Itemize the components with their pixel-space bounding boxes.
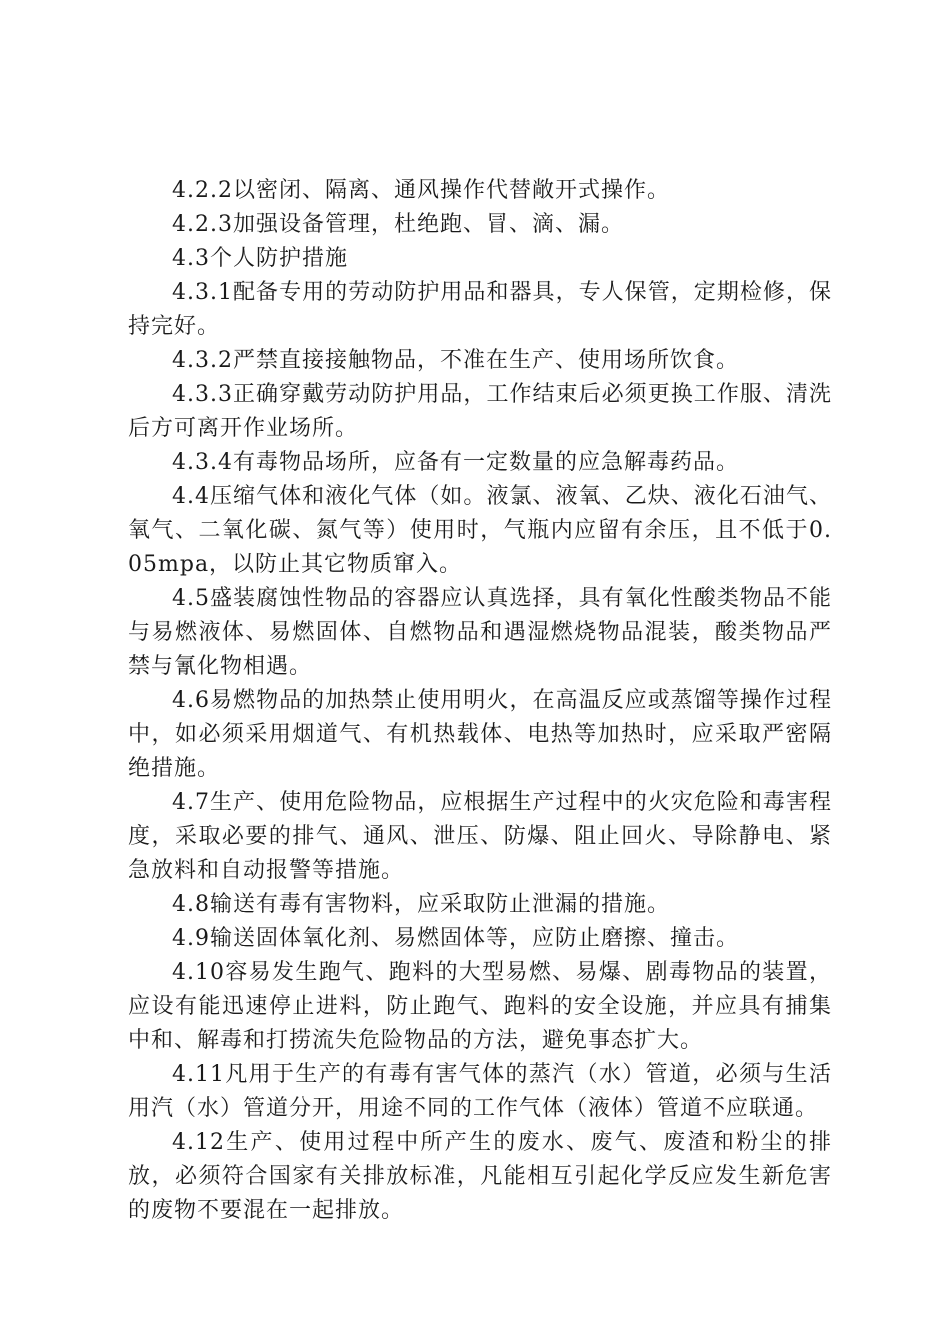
paragraph-4-6: 4.6易燃物品的加热禁止使用明火，在高温反应或蒸馏等操作过程中，如必须采用烟道气、有机热载体、电热等加热时，应采取严密隔绝措施。 [128,688,832,781]
paragraph-4-3-3: 4.3.3正确穿戴劳动防护用品，工作结束后必须更换工作服、清洗后方可离开作业场所。 [128,382,832,441]
paragraph-4-11: 4.11凡用于生产的有毒有害气体的蒸汽（水）管道，必须与生活用汽（水）管道分开，用途不同的工作气体（液体）管道不应联通。 [128,1062,832,1121]
paragraph-4-3-4: 4.3.4有毒物品场所，应备有一定数量的应急解毒药品。 [172,450,739,475]
paragraph-4-5: 4.5盛装腐蚀性物品的容器应认真选择，具有氧化性酸类物品不能与易燃液体、易燃固体、自燃物品和遇湿燃烧物品混装，酸类物品严禁与氰化物相遇。 [128,586,832,679]
paragraph-4-2-2: 4.2.2以密闭、隔离、通风操作代替敞开式操作。 [172,178,670,203]
heading-4-3: 4.3个人防护措施 [172,246,348,271]
document-body [128,174,832,1228]
paragraph-4-10: 4.10容易发生跑气、跑料的大型易燃、易爆、剧毒物品的装置，应设有能迅速停止进料，防止跑气、跑料的安全设施，并应具有捕集中和、解毒和打捞流失危险物品的方法，避免事态扩大。 [128,960,832,1053]
paragraph-4-12: 4.12生产、使用过程中所产生的废水、废气、废渣和粉尘的排放，必须符合国家有关排放标准，凡能相互引起化学反应发生新危害的废物不要混在一起排放。 [128,1130,832,1223]
paragraph-4-4: 4.4压缩气体和液化气体（如。液氯、液氧、乙炔、液化石油气、氧气、二氧化碳、氮气等）使用时，气瓶内应留有余压，且不低于0.05mpa，以防止其它物质窜入。 [128,484,832,577]
paragraph-4-7: 4.7生产、使用危险物品，应根据生产过程中的火灾危险和毒害程度，采取必要的排气、通风、泄压、防爆、阻止回火、导除静电、紧急放料和自动报警等措施。 [128,790,832,883]
paragraph-4-8: 4.8输送有毒有害物料，应采取防止泄漏的措施。 [172,892,670,917]
paragraph-4-9: 4.9输送固体氧化剂、易燃固体等，应防止磨擦、撞击。 [172,926,739,951]
paragraph-4-2-3: 4.2.3加强设备管理，杜绝跑、冒、滴、漏。 [172,212,624,237]
paragraph-4-3-2: 4.3.2严禁直接接触物品，不准在生产、使用场所饮食。 [172,348,739,373]
paragraph-4-3-1: 4.3.1配备专用的劳动防护用品和器具，专人保管，定期检修，保持完好。 [128,280,832,339]
